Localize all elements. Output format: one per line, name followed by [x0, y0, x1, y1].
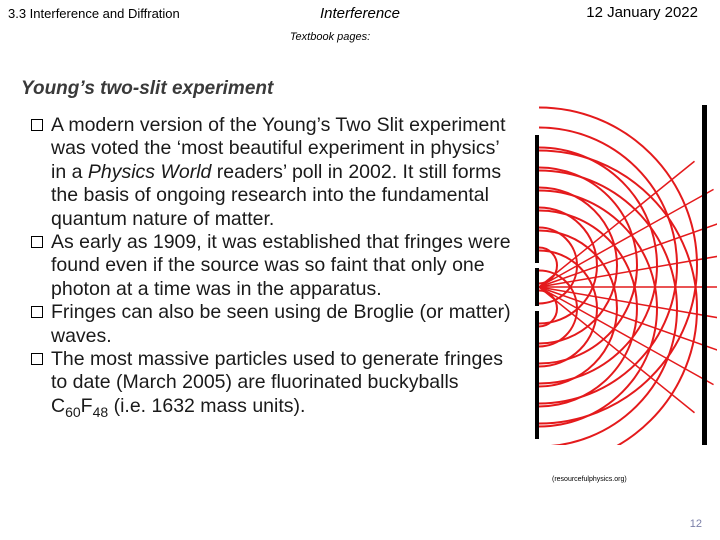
checkbox-bullet-icon [31, 306, 43, 318]
barrier-bottom [535, 311, 539, 439]
barrier-middle [535, 268, 539, 306]
bullet-item [31, 231, 511, 301]
checkbox-bullet-icon [31, 353, 43, 365]
bullet-text: As early as 1909, it was established that fringes were found even if the source was so faint that only one photon at a time was in the apparatus. [51, 231, 511, 300]
bullet-text-emphasis: Physics World [87, 160, 212, 183]
page-number: 12 [689, 518, 702, 530]
subscript: 60 [65, 403, 81, 420]
bullet-item [31, 301, 511, 348]
two-slit-interference-diagram [532, 100, 717, 445]
bullet-item [31, 348, 511, 418]
topic-header: Interference [319, 5, 401, 22]
textbook-pages-label: Textbook pages: [289, 31, 371, 43]
bullet-text: F [80, 394, 93, 417]
bullet-text: The most massive particles used to generate fringes to date (March 2005) are fluorinated buckyballs C [51, 348, 503, 417]
bullet-text: A modern version of the Young’s Two Slit experiment was voted the ‘most beautiful experiment in physics’ in a [51, 114, 506, 183]
wavefront-arcs [539, 108, 717, 446]
bullet-list [31, 114, 511, 418]
bullet-item [31, 114, 511, 231]
bullet-text: (i.e. 1632 mass units). [108, 394, 306, 417]
bullet-text: readers’ poll in 2002. It still forms the basis of ongoing research into the fundamental quantum nature of matter. [51, 160, 502, 230]
date-header: 12 January 2022 [586, 4, 698, 21]
nodal-line [539, 287, 717, 321]
slide-title: Young’s two-slit experiment [21, 78, 274, 99]
nodal-line [539, 253, 717, 287]
screen [702, 105, 707, 445]
checkbox-bullet-icon [31, 236, 43, 248]
image-credit: (resourcefulphysics.org) [552, 476, 627, 483]
section-header: 3.3 Interference and Diffration [8, 6, 180, 21]
bullet-text: Fringes can also be seen using de Broglie (or matter) waves. [51, 301, 511, 347]
barrier-top [535, 135, 539, 263]
checkbox-bullet-icon [31, 119, 43, 131]
subscript: 48 [92, 403, 109, 420]
